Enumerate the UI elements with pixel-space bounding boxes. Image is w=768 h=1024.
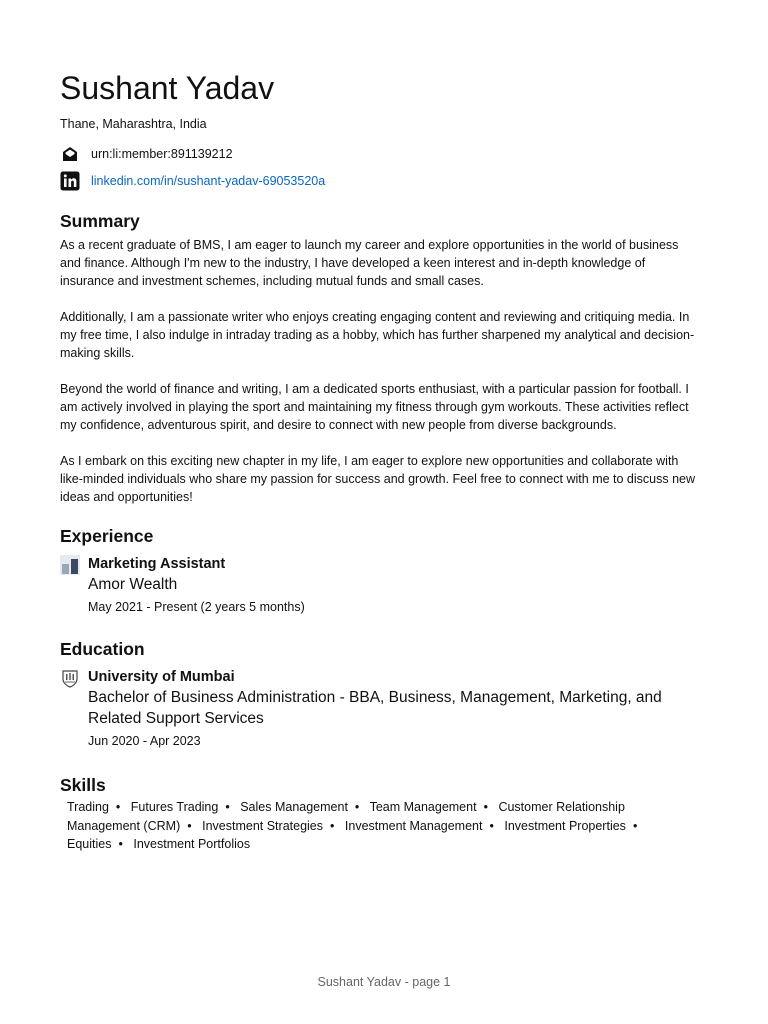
degree-text: Bachelor of Business Administration - BBA, Business, Management, Marketing, and Related Support Services (88, 689, 662, 727)
skill-item: Team Management (369, 800, 477, 814)
skill-separator: • (483, 800, 488, 814)
resume-page (60, 68, 700, 854)
skill-item: Investment Properties (504, 818, 626, 833)
skill-separator: • (489, 818, 494, 833)
skill-item: Futures Trading (130, 800, 219, 814)
experience-entry (60, 554, 700, 615)
skill-item: Customer Relationship Management (CRM) (67, 800, 625, 833)
envelope-icon (60, 144, 80, 164)
summary-paragraph: Beyond the world of finance and writing, I am a dedicated sports enthusiast, with a particular passion for football. I am actively involved in playing the sport and maintaining my fitness through gym workouts. These activities reflect my confidence, adventurous spirit, and desire to connect with new people from diverse backgrounds. (60, 382, 689, 432)
school-name: University of Mumbai (88, 669, 235, 685)
company-name: Amor Wealth (88, 576, 178, 593)
skill-separator: • (225, 800, 230, 814)
member-id-text: urn:li:member:891139212 (91, 147, 233, 161)
skills-heading: Skills (60, 775, 106, 795)
profile-location: Thane, Maharashtra, India (60, 117, 207, 131)
skill-item: Equities (67, 837, 112, 851)
linkedin-link[interactable]: linkedin.com/in/sushant-yadav-69053520a (91, 174, 326, 188)
skill-separator: • (187, 818, 192, 833)
summary-paragraph: As I embark on this exciting new chapter in my life, I am eager to explore new opportunities and collaborate with like-minded individuals who share my passion for success and growth. Feel free to connect with me to discuss new ideas and opportunities! (60, 454, 696, 504)
skills-list (60, 798, 667, 854)
job-dates: May 2021 - Present (2 years 5 months) (88, 600, 305, 614)
company-logo-icon (60, 555, 80, 575)
contact-member (60, 144, 700, 164)
skill-separator: • (632, 818, 638, 833)
page-footer: Sushant Yadav - page 1 (317, 975, 451, 989)
skill-separator: • (330, 818, 335, 833)
education-dates: Jun 2020 - Apr 2023 (88, 734, 201, 748)
summary-paragraph: As a recent graduate of BMS, I am eager to launch my career and explore opportunities in the world of business and finance. Although I'm new to the industry, I have developed a keen interest and in-depth knowledge of insurance and investment schemes, including mutual funds and small cases. (60, 238, 679, 288)
summary-paragraph: Additionally, I am a passionate writer who enjoys creating engaging content and reviewing and critiquing media. In my free time, I also indulge in intraday trading as a hobby, which has further sharpened my analytical and decision-making skills. (60, 310, 695, 360)
linkedin-icon (60, 171, 80, 191)
summary-body (60, 236, 700, 506)
contact-linkedin[interactable] (60, 171, 700, 191)
university-seal-icon (60, 668, 80, 688)
skill-item: Investment Management (344, 818, 483, 833)
skill-separator: • (115, 800, 121, 814)
summary-heading: Summary (60, 211, 140, 231)
profile-name: Sushant Yadav (60, 70, 275, 106)
skill-item: Trading (67, 800, 109, 814)
experience-heading: Experience (60, 526, 154, 546)
skill-item: Investment Portfolios (133, 837, 251, 851)
skill-item: Sales Management (240, 800, 348, 814)
education-heading: Education (60, 639, 145, 659)
skill-item: Investment Strategies (202, 818, 324, 833)
skill-separator: • (118, 837, 123, 851)
skill-separator: • (354, 800, 360, 814)
job-title: Marketing Assistant (88, 556, 226, 572)
education-entry (60, 667, 700, 749)
